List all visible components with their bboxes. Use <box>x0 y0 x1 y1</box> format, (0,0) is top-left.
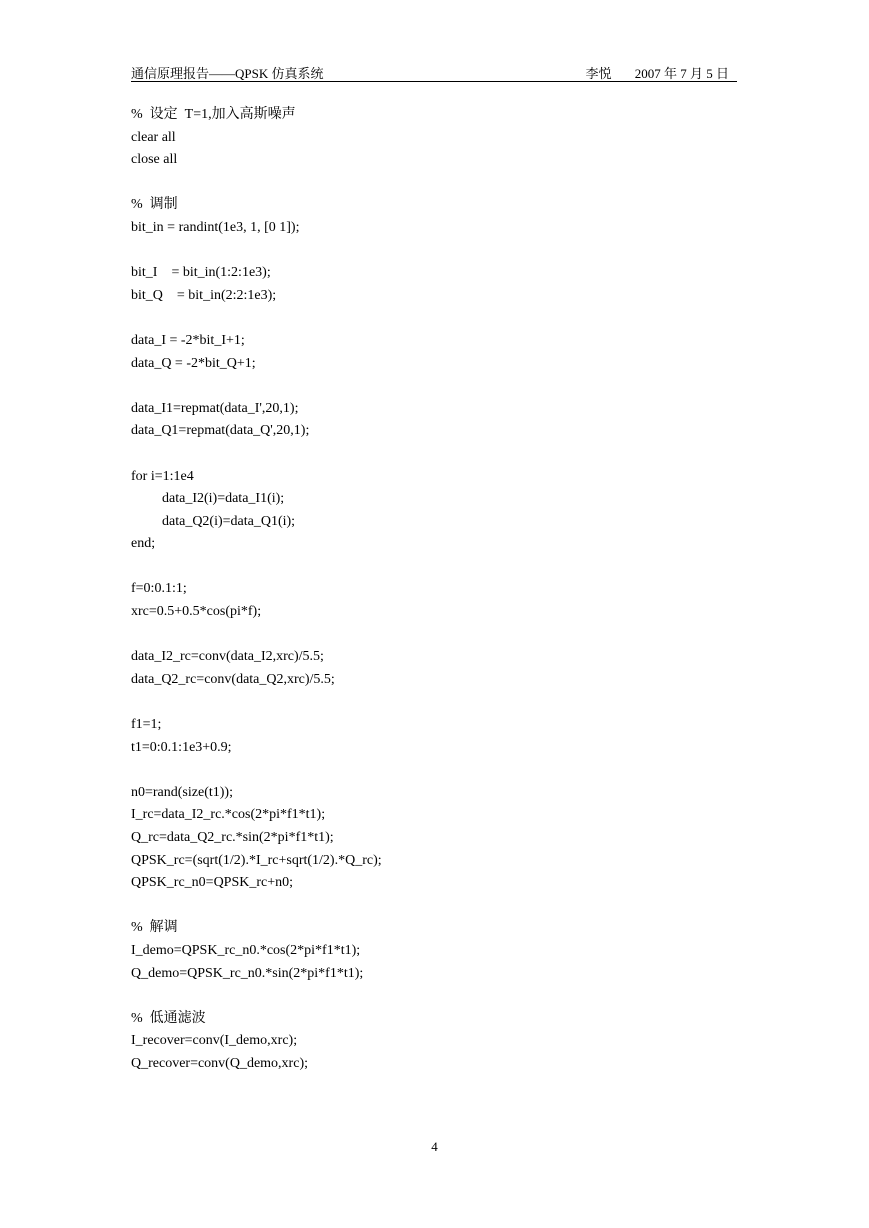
code-line: Q_recover=conv(Q_demo,xrc); <box>131 1055 308 1071</box>
author-name: 李悦 <box>585 66 612 81</box>
blank-line <box>131 691 751 714</box>
code-line: data_I = -2*bit_I+1; <box>131 332 245 348</box>
page-header <box>131 62 737 82</box>
blank-line <box>131 443 751 466</box>
code-line: data_I2(i)=data_I1(i); <box>162 491 285 507</box>
blank-line <box>131 895 751 918</box>
code-line: bit_I = bit_in(1:2:1e3); <box>131 265 271 281</box>
code-line: QPSK_rc=(sqrt(1/2).*I_rc+sqrt(1/2).*Q_rc); <box>131 852 382 868</box>
code-line: I_recover=conv(I_demo,xrc); <box>131 1033 298 1049</box>
blank-line <box>131 375 751 398</box>
blank-line <box>131 985 751 1008</box>
code-line: f=0:0.1:1; <box>131 581 187 597</box>
code-line: end; <box>131 536 156 552</box>
code-line: data_I1=repmat(data_I',20,1); <box>131 400 299 416</box>
code-line: bit_Q = bit_in(2:2:1e3); <box>131 287 277 303</box>
report-title: 通信原理报告——QPSK 仿真系统 <box>131 66 324 81</box>
code-line: clear all <box>131 129 176 145</box>
code-line: f1=1; <box>131 717 162 733</box>
code-line: close all <box>131 152 178 168</box>
header-meta <box>585 63 729 82</box>
code-line: Q_rc=data_Q2_rc.*sin(2*pi*f1*t1); <box>131 830 334 845</box>
blank-line <box>131 759 751 782</box>
blank-line <box>131 307 751 330</box>
code-line: Q_demo=QPSK_rc_n0.*sin(2*pi*f1*t1); <box>131 965 364 981</box>
code-line: xrc=0.5+0.5*cos(pi*f); <box>131 604 262 620</box>
code-line: I_rc=data_I2_rc.*cos(2*pi*f1*t1); <box>131 807 326 823</box>
matlab-code-listing <box>131 104 751 1076</box>
code-line: % 低通滤波 <box>131 1010 206 1026</box>
blank-line <box>131 556 751 579</box>
blank-line <box>131 172 751 195</box>
code-line: QPSK_rc_n0=QPSK_rc+n0; <box>131 875 294 891</box>
code-line: % 设定 T=1,加入高斯噪声 <box>131 107 296 122</box>
page-number: 4 <box>431 1139 438 1154</box>
code-line: data_Q = -2*bit_Q+1; <box>131 355 256 371</box>
code-line: data_Q2(i)=data_Q1(i); <box>162 513 296 529</box>
blank-line <box>131 624 751 647</box>
code-line: I_demo=QPSK_rc_n0.*cos(2*pi*f1*t1); <box>131 942 361 958</box>
code-line: n0=rand(size(t1)); <box>131 784 233 800</box>
code-line: for i=1:1e4 <box>131 468 194 484</box>
code-line: % 解调 <box>131 920 178 936</box>
code-line: data_Q2_rc=conv(data_Q2,xrc)/5.5; <box>131 671 335 687</box>
code-line: data_I2_rc=conv(data_I2,xrc)/5.5; <box>131 649 324 665</box>
report-date: 2007 年 7 月 5 日 <box>634 66 729 81</box>
code-line: % 调制 <box>131 197 178 213</box>
code-line: data_Q1=repmat(data_Q',20,1); <box>131 423 310 439</box>
blank-line <box>131 240 751 263</box>
code-line: t1=0:0.1:1e3+0.9; <box>131 739 232 755</box>
code-line: bit_in = randint(1e3, 1, [0 1]); <box>131 219 300 235</box>
